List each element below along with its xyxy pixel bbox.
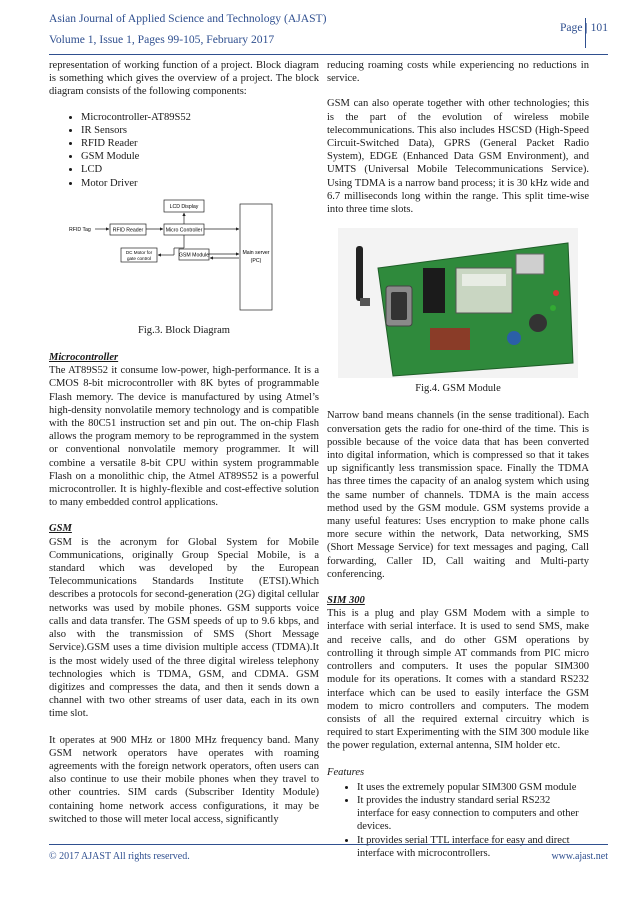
micro-paragraph: The AT89S52 it consume low-power, high-performance. It is a CMOS 8-bit microcontroller with 8K bytes of programmable Flash memory. The device is manufactured by using Atmel’s high-density nonvolatile memory technology and is compatible with the 80C51 instruction set and pin out. The on-chip Flash allows the program memory to be reprogrammed in the system or conventional nonvolatile memory programmer. It will combine a versatile 8-bit CPU within system programmable Flash on a monolithic chip, the Atmel AT89S52 is a powerful microcontroller. It is highly-flexible and cost-effective solution to many embedded control applications.	[49, 365, 319, 509]
lcd-label: LCD Display	[169, 203, 199, 210]
right-column	[327, 59, 589, 860]
list-item: • It uses the extremely popular SIM300 GSM module	[357, 781, 589, 794]
dc-label-2: gate control	[126, 255, 152, 261]
features-list	[327, 781, 589, 860]
ic-chip	[423, 268, 445, 313]
continued-paragraph: reducing roaming costs while experiencing no reductions in service.	[327, 60, 589, 85]
gsm-paragraph-2: It operates at 900 MHz or 1800 MHz frequency band. Many GSM network operators have operates with roaming agreements with the foreign network operators, often users can also continue to use their mobile phones when they travel to other countries. SIM cards (Subscriber Identity Module) containing home network access configurations, it may be switched to those will meter local access, significantly	[49, 734, 319, 825]
intro-paragraph: representation of working function of a project. Block diagram is something which gives the overview of a project. The block diagram consists of the following components:	[49, 60, 319, 98]
rfid-tag-label: RFID Tag	[69, 226, 91, 233]
server-label-2: (PC)	[250, 257, 262, 264]
fig3-caption: Fig.3. Block Diagram	[138, 324, 230, 336]
sim300-heading: SIM 300	[327, 595, 365, 607]
list-item: • LCD	[81, 163, 319, 176]
journal-title: Asian Journal of Applied Science and Technology (AJAST)	[49, 12, 327, 25]
server-label-1: Main server	[242, 249, 270, 256]
page-number: Page | 101	[559, 21, 608, 34]
narrow-band-paragraph: Narrow band means channels (in the sense traditional). Each conversation gets the radio for one-third of the time. This is possible because of the voice data that has been converted into digital information, which is compressed so that it takes up significantly less transmission space. Finally the TDMA has three times the capacity of an analog system which using the same number of channels. TDMA is the main access method used by the GSM module. GSM systems provide a many useful features: Uses encryption to make phone calls more secure within the network, Data networking, SMS (Short Message Service) for text messages and paging, Call forwarding, Caller ID, Call waiting and Multi-party conferencing.	[327, 410, 589, 580]
website-link[interactable]: www.ajast.net	[551, 851, 608, 862]
micro-heading: Microcontroller	[49, 352, 119, 364]
dc-label-1: DC Motor for	[125, 249, 153, 255]
list-item: • RFID Reader	[81, 137, 319, 150]
gsm-more-paragraph: GSM can also operate together with other technologies; this is the part of the evolution of wireless mobile telecommunications. This also includes HSCSD (High-Speed Circuit-Switched Data), GPRS (General Packet Radio System), EDGE (Enhanced Data GSM Environment), and UMTS (Universal Mobile Telecommunications Service). Using TDMA is a narrow band process; it is 30 kHz wide and 6.7 milliseconds long within the range. This split time-wise into three time slots.	[327, 98, 589, 216]
copyright: © 2017 AJAST All rights reserved.	[49, 851, 190, 862]
left-column	[49, 59, 319, 838]
rfid-reader-label: RFID Reader	[112, 227, 144, 234]
list-item: • Microcontroller-AT89S52	[81, 111, 319, 124]
antenna	[356, 246, 363, 301]
list-item: • Motor Driver	[81, 177, 319, 190]
list-item: • It provides serial TTL interface for easy and direct interface with microcontrollers.	[357, 834, 589, 860]
gsm-label: GSM Module	[178, 252, 210, 259]
gsm-module-photo	[338, 228, 578, 378]
footer-rule	[49, 844, 608, 845]
gsm-paragraph-1: GSM is the acronym for Global System for Mobile Communications, originally Group Special Mobile, is a standard which was developed by the European Telecommunications Standards Institute (ETSI).Which describes a protocols for second-generation (2G) digital cellular networks was used by mobile phones. GSM supports voice calls and data transfer. The GSM speeds of up to 9.6 kbps, and also with the transmission of SMS (Short Message Service).GSM uses a time division multiple access (TDMA).It is the most widely used of the three digital wireless telephony technologies which is TDMA, GSM, and CDMA. GSM digitizes and compresses the data, and then it sends down a channel with two other streams of user data, each in its own time slot.	[49, 536, 319, 720]
server-block	[240, 204, 272, 310]
block-diagram	[49, 198, 309, 318]
volume-info: Volume 1, Issue 1, Pages 99-105, February 2017	[49, 33, 275, 46]
list-item: • It provides the industry standard serial RS232 interface for easy connection to computers and other devices.	[357, 794, 589, 834]
sim300-paragraph: This is a plug and play GSM Modem with a simple to interface with serial interface. It is used to send SMS, make and receive calls, and do other GSM operations by controlling it through simple AT commands from PIC micro controllers and computers. It uses the popular SIM300 module for its operations. It comes with a standard RS232 interface which can be used to easily interface the GSM modem to micro controllers and computers. The modem consists of all the required external circuitry which is required to start Experimenting with the SIM 300 module like the power regulation, external antenna, SIM holder etc.	[327, 608, 589, 752]
list-item: • IR Sensors	[81, 124, 319, 137]
header-rule	[49, 54, 608, 55]
gsm-heading: GSM	[49, 523, 72, 535]
component-list	[49, 111, 319, 190]
micro-label: Micro Controller	[165, 227, 203, 234]
features-heading: Features	[327, 766, 365, 778]
list-item: • GSM Module	[81, 150, 319, 163]
fig4-caption: Fig.4. GSM Module	[415, 383, 501, 395]
